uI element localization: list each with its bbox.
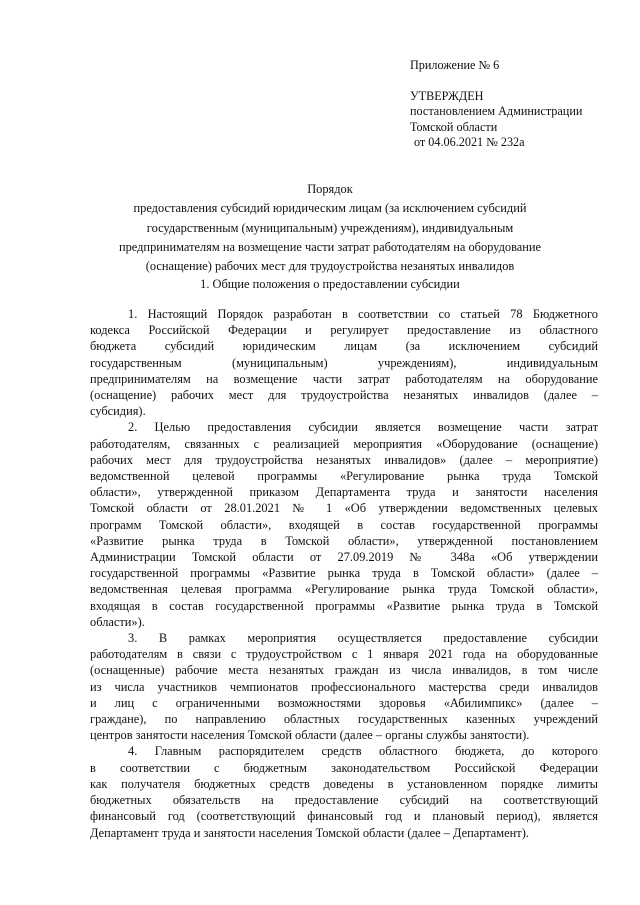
paragraph-line: рабочих мест для трудоустройства незанятых инвалидов» (далее – мероприятие): [90, 452, 598, 467]
heading-line: (оснащение) рабочих мест для трудоустройства незанятых инвалидов: [145, 259, 515, 274]
heading-line: государственным (муниципальным) учреждениям), индивидуальным: [146, 220, 514, 235]
paragraph-line: 4. Главным распорядителем средств областного бюджета, до которого: [128, 744, 598, 759]
paragraph-line: ведомственная целевая программа «Регулирование рынка труда Томской области»,: [90, 582, 598, 597]
paragraph-line: области», утвержденной приказом Департамента труда и занятости населения: [90, 485, 598, 500]
paragraph-line: (оснащение) рабочих мест для трудоустройства незанятых инвалидов (далее –: [90, 388, 598, 403]
paragraph-line: Томской области от 28.01.2021 № 1 «Об утверждении ведомственных целевых: [90, 501, 598, 516]
paragraph-line: Администрации Томской области от 27.09.2019 № 348а «Об утверждении: [90, 550, 598, 565]
paragraph-line: бюджетных обязательств на предоставление субсидий на соответствующий: [90, 793, 598, 808]
paragraph-line: бюджета субсидий юридическим лицам (за исключением субсидий: [90, 339, 598, 354]
document-heading: [90, 180, 570, 276]
appendix-label: Приложение № 6: [410, 58, 500, 72]
approved-label: УТВЕРЖДЕН: [410, 88, 484, 103]
paragraph-line: государственной программы «Развитие рынка труда в Томской области» (далее –: [90, 566, 598, 581]
paragraph-3: [90, 630, 598, 743]
paragraph-line: кодекса Российской Федерации и регулирует предоставление из областного: [90, 323, 598, 338]
approval-line-3: от 04.06.2021 № 232а: [414, 135, 525, 149]
paragraph-line: предпринимателям на возмещение части затрат работодателям на оборудование: [90, 371, 598, 386]
paragraph-line: входящая в состав государственной программы «Развитие рынка труда в Томской: [90, 598, 598, 613]
paragraph-line: программ Томской области», входящей в состав государственной программы: [90, 517, 598, 532]
approval-block: [410, 58, 630, 151]
paragraph-line: из числа участников чемпионатов профессионального мастерства среди инвалидов: [90, 679, 598, 694]
paragraph-line: ведомственной целевой программы «Регулирование рынка труда Томской: [90, 469, 598, 484]
approval-line-2: Томской области: [410, 119, 498, 134]
paragraph-line: (оснащенные) рабочие места незанятых граждан из числа инвалидов, в том числе: [90, 663, 598, 678]
paragraph-line: в соответствии с бюджетным законодательством Российской Федерации: [90, 760, 598, 775]
paragraph-line: как получателя бюджетных средств доведены в установленном порядке лимиты: [90, 776, 598, 791]
paragraph-line: государственным (муниципальным) учреждениям), индивидуальным: [90, 355, 598, 370]
paragraph-line: области»).: [90, 614, 145, 629]
paragraph-2: [90, 419, 598, 630]
paragraph-4: [90, 743, 598, 840]
paragraph-line: работодателям в связи с трудоустройством с 1 января 2021 года на оборудованные: [90, 647, 598, 662]
paragraph-line: финансовый год (соответствующий финансовый год и плановый период), является: [90, 809, 598, 824]
approval-line-1: постановлением Администрации: [410, 104, 583, 118]
paragraph-line: 1. Настоящий Порядок разработан в соответствии со статьей 78 Бюджетного: [128, 307, 598, 321]
heading-line: предпринимателям на возмещение части затрат работодателям на оборудование: [118, 239, 542, 254]
paragraph-line: субсидия).: [90, 404, 146, 419]
paragraph-1: [90, 306, 598, 419]
paragraph-line: граждане), по направлению областных государственных казенных учреждений: [90, 712, 598, 727]
paragraph-line: работодателям, связанных с реализацией мероприятия «Оборудование (оснащение): [90, 436, 598, 451]
paragraph-line: и лиц с ограниченными возможностями здоровья «Абилимпикс» (далее –: [90, 695, 598, 710]
section-title: 1. Общие положения о предоставлении субсидии: [200, 277, 460, 291]
document-body: [90, 306, 598, 841]
paragraph-line: «Развитие рынка труда в Томской области», утвержденной постановлением: [90, 533, 598, 548]
document-title: Порядок: [307, 182, 353, 196]
heading-line: предоставления субсидий юридическим лицам (за исключением субсидий: [133, 201, 527, 216]
paragraph-line: 3. В рамках мероприятия осуществляется предоставление субсидии: [128, 631, 598, 646]
paragraph-line: Департамент труда и занятости населения Томской области (далее – Департамент).: [90, 825, 529, 840]
paragraph-line: 2. Целью предоставления субсидии является возмещение части затрат: [128, 420, 598, 435]
paragraph-line: центров занятости населения Томской области (далее – органы службы занятости).: [90, 728, 530, 743]
